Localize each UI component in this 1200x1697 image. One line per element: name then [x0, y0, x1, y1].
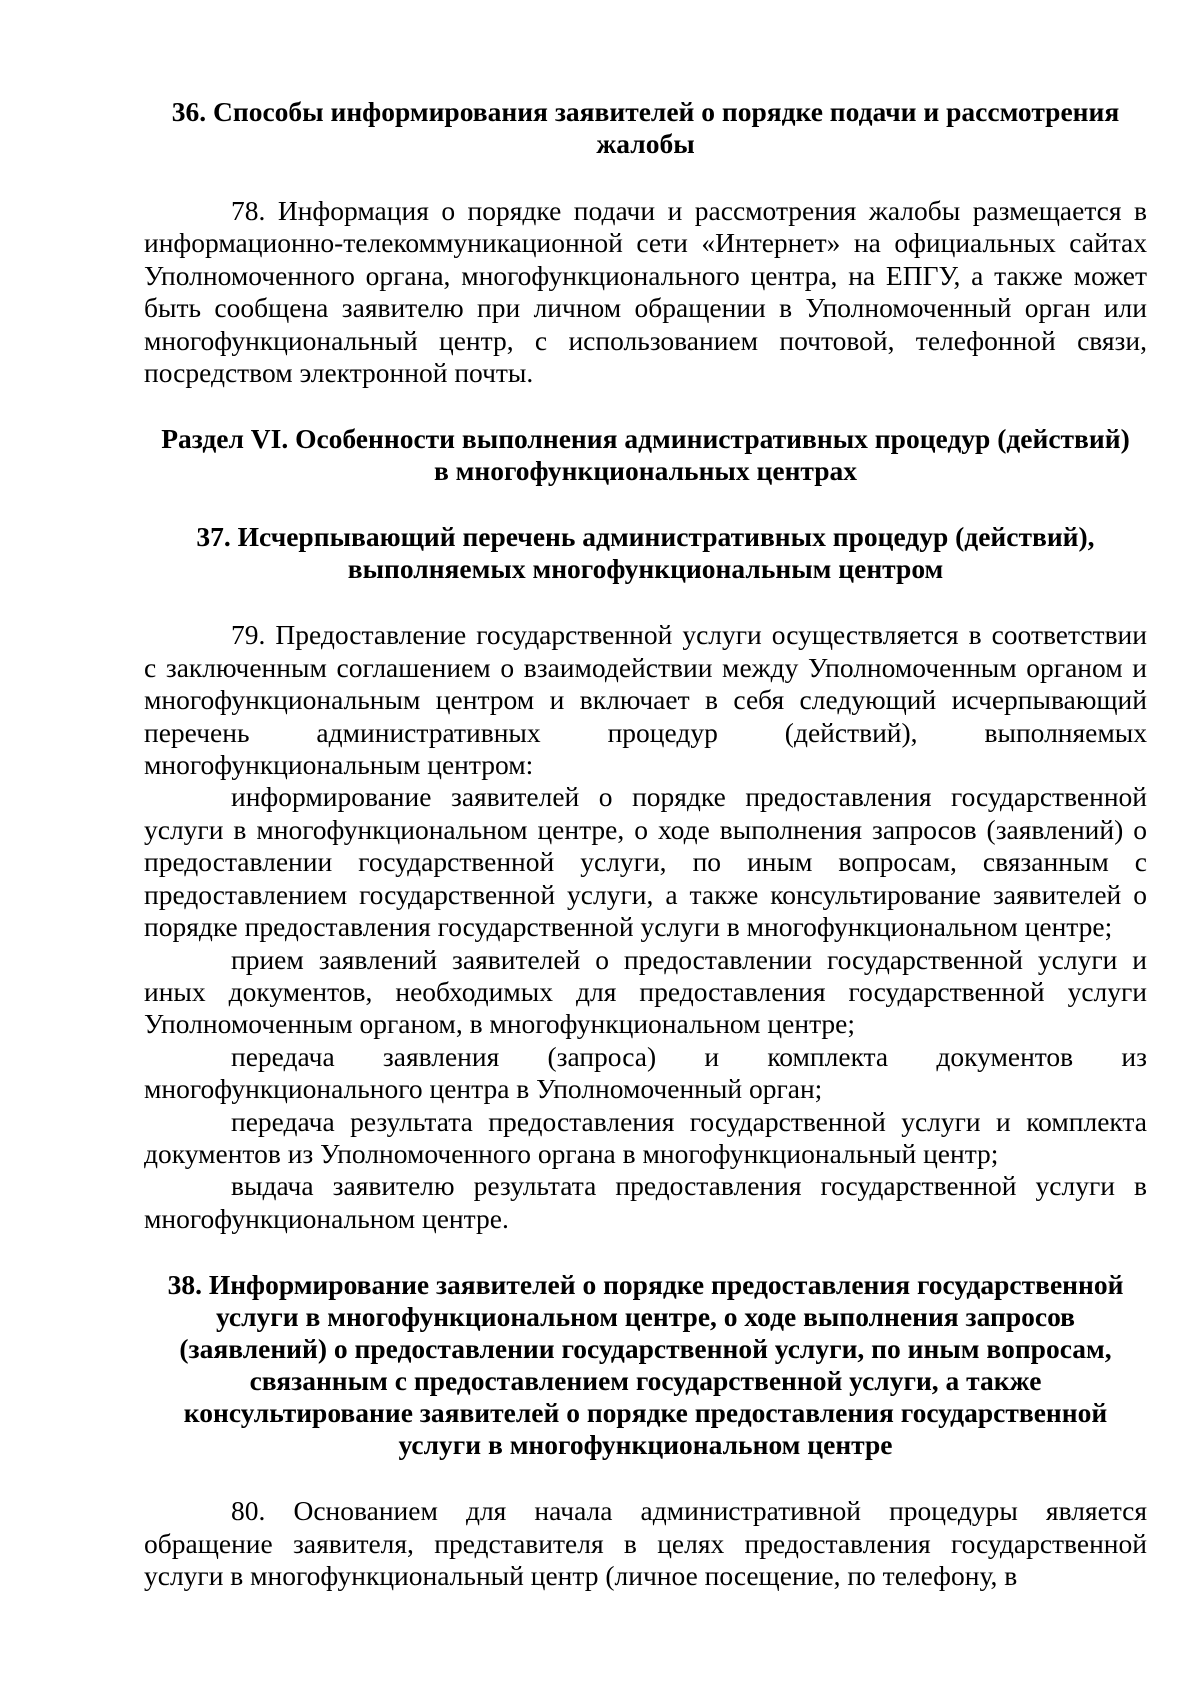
heading-line: Раздел VI. Особенности выполнения административных процедур (действий) — [161, 423, 1130, 455]
heading-line: жалобы — [596, 128, 695, 159]
heading-line: 38. Информирование заявителей о порядке предоставления государственной — [167, 1269, 1124, 1301]
heading-line: услуги в многофункциональном центре, о ходе выполнения запросов — [216, 1301, 1075, 1333]
paragraph-80: 80. Основанием для начала административной процедуры является обращение заявителя, представителя в целях предоставления государственной услуги в многофункциональный центр (личное посещение, по телефону, в — [144, 1495, 1147, 1591]
paragraph-79: 79. Предоставление государственной услуги осуществляется в соответствии с заключенным соглашением о взаимодействии между Уполномоченным органом и многофункциональным центром и включает в себя следующий исчерпывающий перечень административных процедур (действий), выполняемых многофункциональным центром: — [144, 619, 1147, 781]
heading-line: 37. Исчерпывающий перечень административных процедур (действий), — [196, 521, 1095, 553]
heading-line: связанным с предоставлением государственной услуги, а также — [249, 1365, 1042, 1397]
list-item: прием заявлений заявителей о предоставлении государственной услуги и иных документов, необходимых для предоставления государственной услуги Уполномоченным органом, в многофункциональном центре; — [144, 943, 1147, 1040]
heading-line: в многофункциональных центрах — [433, 455, 858, 487]
list-item: выдача заявителю результата предоставления государственной услуги в многофункциональном центре. — [144, 1170, 1147, 1234]
list-item: передача результата предоставления государственной услуги и комплекта документов из Уполномоченного органа в многофункциональный центр; — [144, 1105, 1147, 1169]
heading-line: (заявлений) о предоставлении государственной услуги, по иным вопросам, — [179, 1333, 1112, 1365]
list-item: информирование заявителей о порядке предоставления государственной услуги в многофункциональном центре, о ходе выполнения запросов (заявлений) о предоставлении государственной услуги, по иным вопросам, связанным с предоставлением государственной услуги, а также консультирование заявителей о порядке предоставления государственной услуги в многофункциональном центре; — [144, 781, 1147, 943]
paragraph-79-block — [144, 619, 1147, 1235]
document-page — [144, 96, 1147, 1592]
section-37-heading — [144, 521, 1147, 585]
list-item: передача заявления (запроса) и комплекта документов из многофункционального центра в Уполномоченный орган; — [144, 1040, 1147, 1105]
section-vi-heading — [144, 423, 1147, 487]
section-36-heading — [144, 96, 1147, 160]
heading-line: консультирование заявителей о порядке предоставления государственной — [183, 1397, 1108, 1429]
paragraph-78: 78. Информация о порядке подачи и рассмотрения жалобы размещается в информационно-телекоммуникационной сети «Интернет» на официальных сайтах Уполномоченного органа, многофункционального центра, на ЕПГУ, а также может быть сообщена заявителю при личном обращении в Уполномоченный орган или многофункциональный центр, с использованием почтовой, телефонной связи, посредством электронной почты. — [144, 195, 1147, 389]
section-38-heading — [144, 1269, 1147, 1461]
heading-line: выполняемых многофункциональным центром — [347, 553, 944, 585]
heading-line: 36. Способы информирования заявителей о порядке подачи и рассмотрения — [171, 96, 1120, 127]
heading-line: услуги в многофункциональном центре — [398, 1429, 893, 1461]
